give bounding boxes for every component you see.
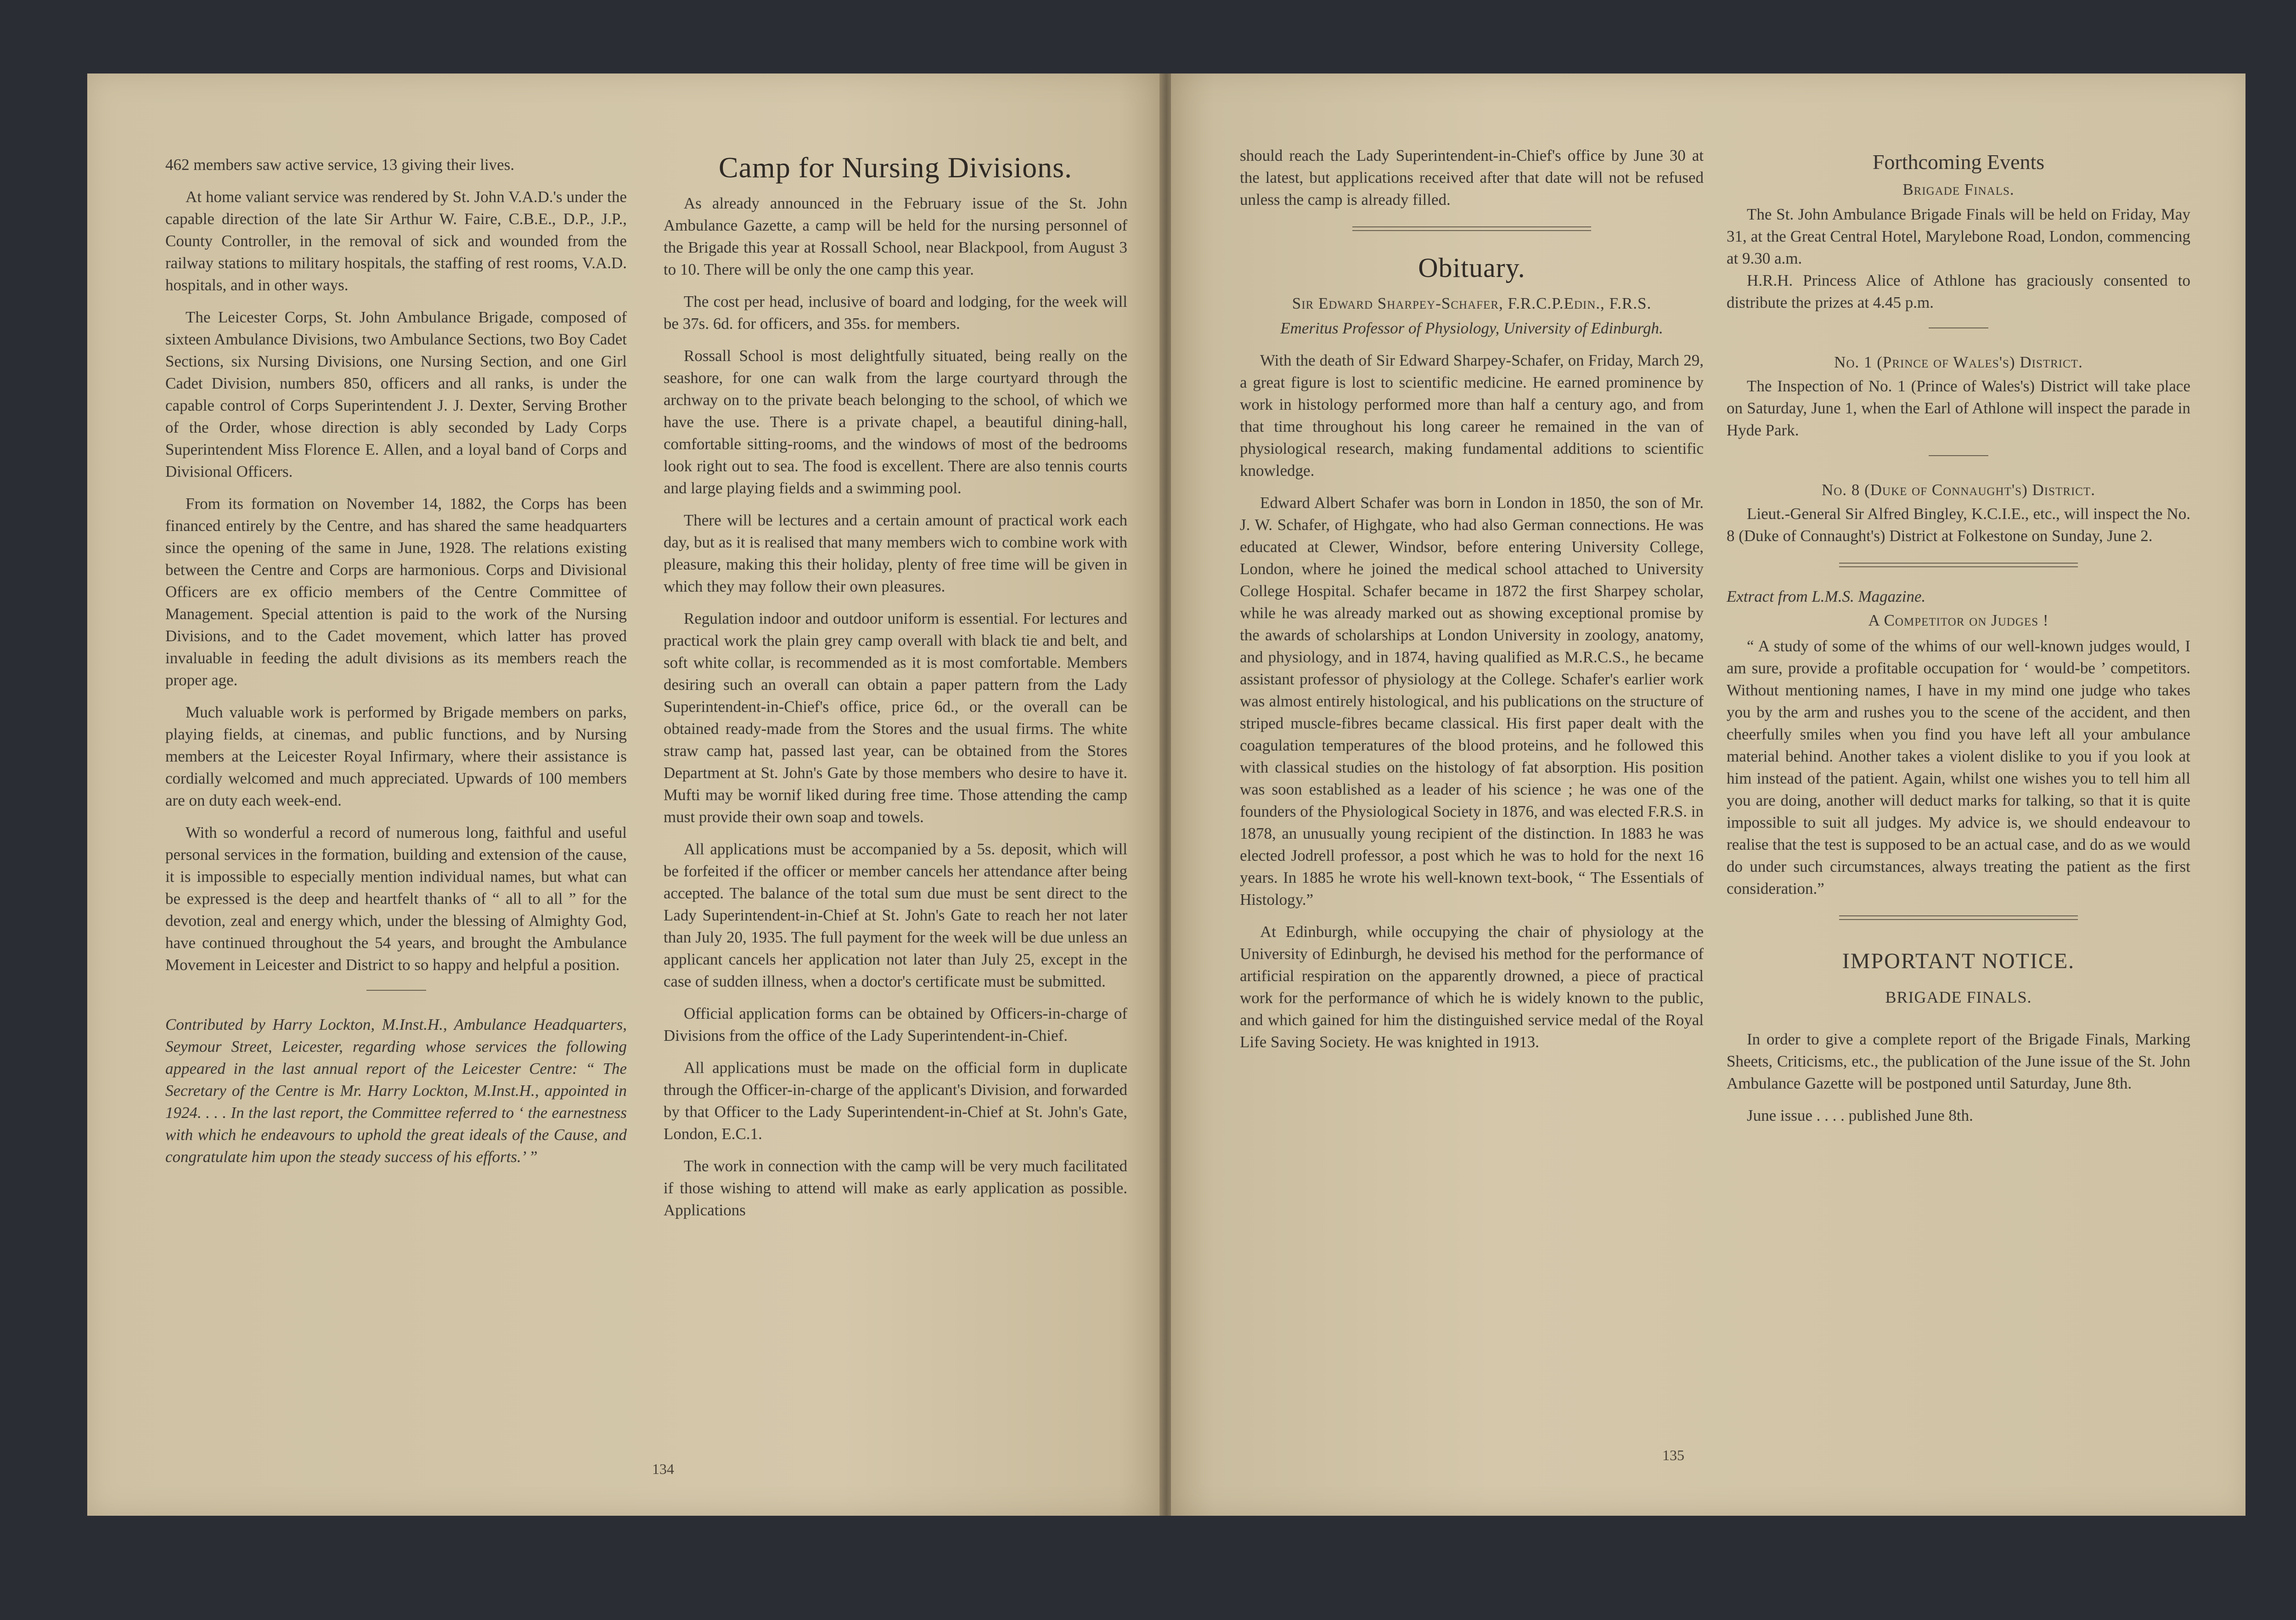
obituary-title: Obituary. (1418, 253, 1525, 283)
notice-subtitle: BRIGADE FINALS. (1885, 988, 2032, 1006)
right-page (1171, 73, 2245, 1516)
paragraph: At home valiant service was rendered by St. John V.A.D.'s under the capable direction of the late Sir Arthur W. Faire, C.B.E., D.P., J.P., County Controller, in the removal of sick and wounded from the railway stations to military hospitals, the staffing of rest rooms, V.A.D. hospitals, and in other ways. (165, 188, 627, 294)
paragraph: Lieut.-General Sir Alfred Bingley, K.C.I.E., etc., will inspect the No. 8 (Duke of Connaught's) District at Folkestone on Sunday, June 2. (1727, 505, 2190, 545)
divider (1929, 455, 1988, 456)
extract-source: Extract from L.M.S. Magazine. (1727, 587, 1926, 605)
left-page (87, 73, 1162, 1516)
double-divider (1352, 226, 1591, 231)
paragraph: 462 members saw active service, 13 giving their lives. (165, 156, 515, 174)
paragraph: Much valuable work is performed by Brigade members on parks, playing fields, at cinemas, and public functions, and by Nursing members at the Leicester Royal Infirmary, where their assistance is cordially welcomed and much appreciated. Upwards of 100 members are on duty each week-end. (165, 703, 627, 809)
paragraph: Edward Albert Schafer was born in London in 1850, the son of Mr. J. W. Schafer, of Highgate, who had also German connections. He was educated at Clewer, Windsor, before entering University College, London, where he joined the medical school attached to University College Hospital. Schafer became in 1872 the first Sharpey scholar, while he was already marked out as showing exceptional promise by the awards of scholarships at London University in zoology, anatomy, and physiology, and in 1874, having qualified as M.R.C.S., he became assistant professor of physiology at the College. Schafer's earlier work was almost entirely histological, and his publications on the structure of striped muscle-fibres became classical. His first paper dealt with the coagulation temperatures of the blood proteins, and he followed this with classical studies on the histology of fat absorption. His position was soon established as a leader of his science ; he was one of the founders of the Physiological Society in 1876, and was elected F.R.S. in 1878, an unusually young recipient of the distinction. In 1883 he was elected Jodrell professor, a post which he was to hold for the next 16 years. In 1885 he wrote his well-known text-book, “ The Essentials of Histology.” (1240, 494, 1704, 909)
obituary-name: Sir Edward Sharpey-Schafer, F.R.C.P.Edin., F.R.S. (1292, 294, 1652, 312)
notice-issue: June issue . . . . published June 8th. (1747, 1106, 1973, 1124)
paragraph: Rossall School is most delightfully situated, being really on the seashore, for one can walk from the large courtyard through the archway on to the private beach belonging to the school, of which we have the use. There is a private chapel, a beautiful dining-hall, comfortable sitting-rooms, and the windows of most of the bedrooms look right out to sea. The food is excellent. There are also tennis courts and large playing fields and a swimming pool. (664, 347, 1127, 497)
left-column-1 (165, 154, 627, 1178)
page-number: 135 (1662, 1447, 1684, 1463)
paragraph: With the death of Sir Edward Sharpey-Schafer, on Friday, March 29, a great figure is lost to scientific medicine. He earned prominence by work in histology performed more than half a century ago, and from that time throughout his long career he remained in the van of physiological research, making fundamental additions to scientific knowledge. (1240, 351, 1704, 480)
obituary-role: Emeritus Professor of Physiology, University of Edinburgh. (1280, 319, 1663, 337)
credit-text: Contributed by Harry Lockton, M.Inst.H., Ambulance Headquarters, Seymour Street, Leicester, regarding whose services the following appeared in the last annual report of the Leicester Centre: “ The Secretary of the Centre is Mr. Harry Lockton, M.Inst.H., appointed in 1924. . . . In the last report, the Committee referred to ‘ the earnestness with which he endeavours to uphold the great ideals of the Cause, and congratulate him upon the steady success of his efforts.’ ” (165, 1016, 627, 1166)
paragraph: The work in connection with the camp will be very much facilitated if those wishing to attend will make as early application as possible. Applications (664, 1157, 1127, 1219)
page-number: 134 (652, 1461, 674, 1477)
paragraph: Official application forms can be obtained by Officers-in-charge of Divisions from the office of the Lady Superintendent-in-Chief. (664, 1005, 1127, 1044)
paragraph: In order to give a complete report of the Brigade Finals, Marking Sheets, Criticisms, etc., the publication of the June issue of the St. John Ambulance Gazette will be postponed until Saturday, June 8th. (1727, 1030, 2190, 1092)
left-column-2 (664, 149, 1127, 1231)
district-1-head: No. 1 (Prince of Wales's) District. (1834, 353, 2083, 371)
article-title: Camp for Nursing Divisions. (718, 151, 1073, 184)
right-column-1 (1240, 145, 1704, 1063)
paragraph: “ A study of some of the whims of our well-known judges would, I am sure, provide a profitable occupation for ‘ would-be ’ competitors. Without mentioning names, I have in my mind one judge who takes you by the arm and rushes you to the scene of the accident, and then cheerfully smiles when you find you have left all your ambulance material behind. Another takes a violent dislike to you if you look at him instead of the patient. Again, whilst one wishes you to tell him all you are doing, another will deduct marks for talking, so that it is quite impossible to suit all judges. My advice is, we should endeavour to realise that the test is supposed to be an actual case, and do as we would do under such circumstances, always treating the patient as the first consideration.” (1727, 637, 2190, 897)
continuation-text: should reach the Lady Superintendent-in-Chief's office by June 30 at the latest, but applications received after that date will not be refused unless the camp is already filled. (1240, 147, 1704, 209)
divider (366, 990, 426, 991)
magazine-spread (87, 73, 2245, 1516)
events-title: Forthcoming Events (1872, 150, 2045, 174)
paragraph: The cost per head, inclusive of board and lodging, for the week will be 37s. 6d. for officers, and 35s. for members. (664, 293, 1127, 333)
paragraph: At Edinburgh, while occupying the chair of physiology at the University of Edinburgh, he devised his method for the performance of artificial respiration on the apparently drowned, a piece of practical work for the performance of which he is widely known to the public, and which gained for him the distinguished service medal of the Royal Life Saving Society. He was knighted in 1913. (1240, 923, 1704, 1051)
district-8-head: No. 8 (Duke of Connaught's) District. (1822, 481, 2095, 499)
paragraph: Regulation indoor and outdoor uniform is essential. For lectures and practical work the plain grey camp overall with black tie and belt, and soft white collar, is recommended as it is most comfortable. Members desiring such an overall can obtain a paper pattern from the Lady Superintendent-in-Chief's office, price 6d., or the overall can be obtained ready-made from the Stores and the usual firms. The white straw camp hat, passed last year, can be obtained from the Stores Department at St. John's Gate by those members who desire to have it. Mufti may be wornif liked during free time. Those attending the camp must provide their own soap and towels. (664, 610, 1127, 826)
paragraph: The Inspection of No. 1 (Prince of Wales's) District will take place on Saturday, June 1, when the Earl of Athlone will inspect the parade in Hyde Park. (1727, 377, 2190, 439)
double-divider (1839, 915, 2078, 920)
paragraph: All applications must be accompanied by a 5s. deposit, which will be forfeited if the officer or member cancels her attendance after being accepted. The balance of the total sum due must be sent direct to the Lady Superintendent-in-Chief at St. John's Gate to reach her not later than July 20, 1935. The full payment for the week will be due unless an applicant cancels her application not later than July 25, except in the case of sudden illness, when a doctor's certificate must be submitted. (664, 840, 1127, 990)
right-column-2 (1727, 149, 2190, 1137)
paragraph: All applications must be made on the official form in duplicate through the Officer-in-charge of the applicant's Division, and forwarded by that Officer to the Lady Superintendent-in-Chief at St. John's Gate, London, E.C.1. (664, 1059, 1127, 1143)
paragraph: H.R.H. Princess Alice of Athlone has graciously consented to distribute the prizes at 4.45 p.m. (1727, 271, 2190, 311)
events-subhead: Brigade Finals. (1902, 181, 2015, 198)
double-divider (1839, 563, 2078, 567)
extract-head: A Competitor on Judges ! (1868, 611, 2049, 629)
paragraph: With so wonderful a record of numerous long, faithful and useful personal services in the formation, building and extension of the cause, it is impossible to especially mention individual names, but what can be expressed is the deep and heartfelt thanks of “ all to all ” for the devotion, zeal and energy which, under the blessing of Almighty God, have continued throughout the 54 years, and brought the Ambulance Movement in Leicester and District to so happy and helpful a position. (165, 824, 627, 974)
paragraph: From its formation on November 14, 1882, the Corps has been financed entirely by the Centre, and has shared the same headquarters since the opening of the same in June, 1928. The relations existing between the Centre and Corps are harmonious. Corps and Divisional Officers are ex officio members of the Centre Committee of Management. Special attention is paid to the work of the Nursing Divisions, and to the Cadet movement, which latter has proved invaluable in feeding the adult divisions as its members reach the proper age. (165, 495, 627, 689)
paragraph: As already announced in the February issue of the St. John Ambulance Gazette, a camp will be held for the nursing personnel of the Brigade this year at Rossall School, near Blackpool, from August 3 to 10. There will be only the one camp this year. (664, 194, 1127, 278)
notice-title: IMPORTANT NOTICE. (1842, 949, 2075, 973)
contributor-credit (165, 1014, 627, 1168)
paragraph: The Leicester Corps, St. John Ambulance Brigade, composed of sixteen Ambulance Divisions, two Ambulance Sections, two Boy Cadet Sections, six Nursing Divisions, one Nursing Section, and one Girl Cadet Division, numbers 850, officers and all ranks, is under the capable control of Corps Superintendent J. J. Dexter, Serving Brother of the Order, whose direction is ably seconded by Lady Corps Superintendent Miss Florence E. Allen, and a loyal band of Corps and Divisional Officers. (165, 308, 627, 480)
divider (1929, 327, 1988, 328)
paragraph: There will be lectures and a certain amount of practical work each day, but as it is realised that many members wich to combine work with pleasure, making this their holiday, plenty of free time will be given in which they may follow their own pleasures. (664, 511, 1127, 595)
paragraph: The St. John Ambulance Brigade Finals will be held on Friday, May 31, at the Great Central Hotel, Marylebone Road, London, commencing at 9.30 a.m. (1727, 205, 2190, 267)
